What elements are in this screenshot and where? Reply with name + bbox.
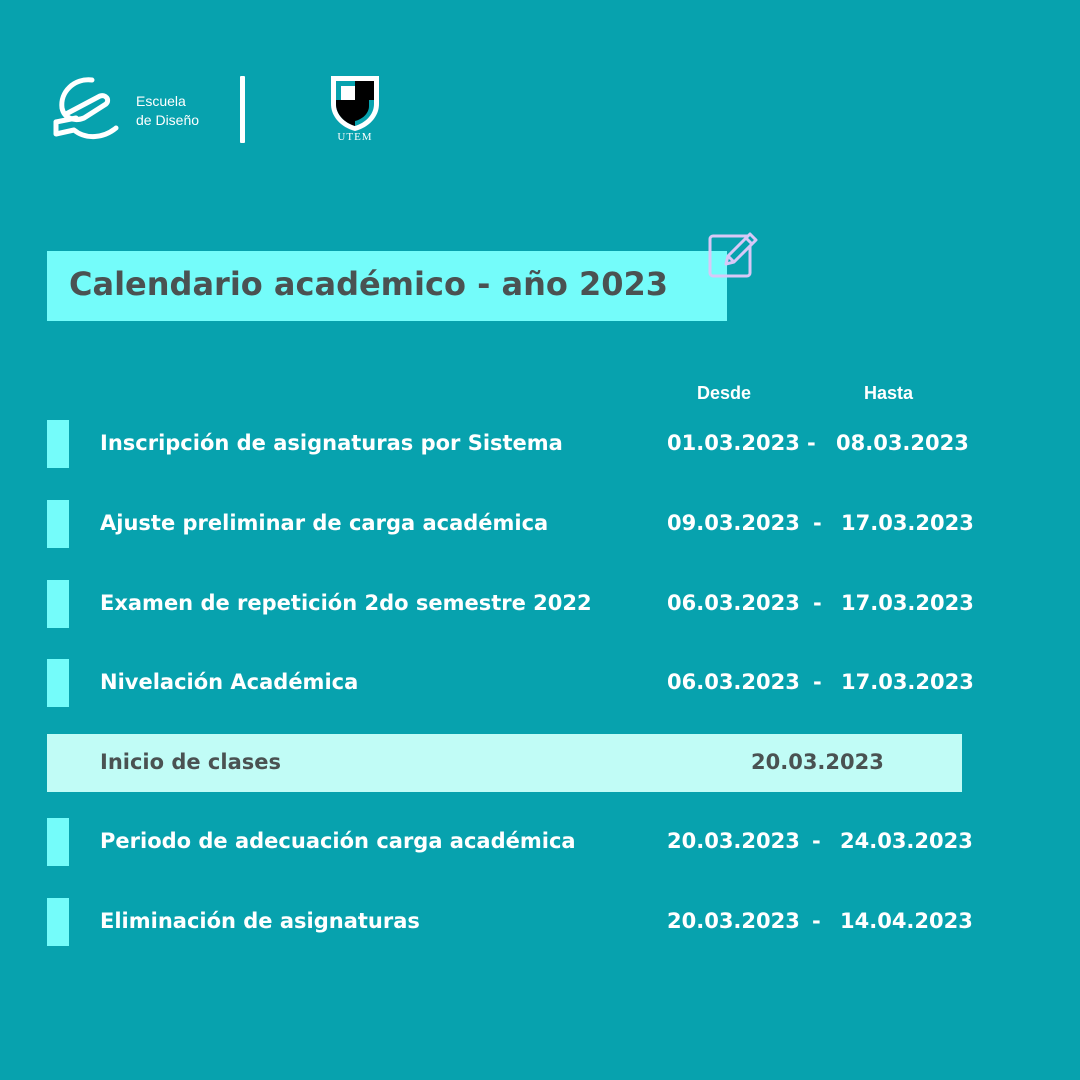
utem-label: UTEM [337, 131, 373, 143]
row-label: Examen de repetición 2do semestre 2022 [100, 591, 592, 615]
row-to-date: 17.03.2023 [841, 511, 974, 535]
escuela-line2: de Diseño [136, 112, 200, 128]
calendar-row [47, 659, 977, 707]
row-to-date: 08.03.2023 [836, 431, 969, 455]
row-from-date: 20.03.2023 [667, 829, 800, 853]
row-from-date: 06.03.2023 [667, 670, 800, 694]
highlight-label: Inicio de clases [100, 750, 281, 774]
calendar-row [47, 580, 977, 628]
row-label: Inscripción de asignaturas por Sistema [100, 431, 563, 455]
row-label: Periodo de adecuación carga académica [100, 829, 576, 853]
highlight-row [47, 734, 962, 792]
utem-shield-logo [329, 74, 381, 132]
escuela-de-diseno-logo [52, 74, 120, 144]
escuela-name [136, 92, 199, 130]
row-separator: - [812, 829, 821, 853]
calendar-row [47, 898, 977, 946]
edit-icon [706, 228, 760, 280]
column-header-desde: Desde [697, 383, 752, 403]
calendar-row [47, 500, 977, 548]
row-marker [47, 659, 69, 707]
row-separator: - [813, 670, 822, 694]
row-separator: - [813, 511, 822, 535]
highlight-date: 20.03.2023 [751, 750, 884, 774]
row-label: Eliminación de asignaturas [100, 909, 420, 933]
calendar-row [47, 818, 977, 866]
row-label: Ajuste preliminar de carga académica [100, 511, 549, 535]
escuela-line1: Escuela [136, 93, 186, 109]
row-from-date: 09.03.2023 [667, 511, 800, 535]
calendar-row [47, 420, 977, 468]
row-from-date: 06.03.2023 [667, 591, 800, 615]
row-label: Nivelación Académica [100, 670, 359, 694]
row-marker [47, 500, 69, 548]
row-to-date: 14.04.2023 [840, 909, 973, 933]
row-from-date: 01.03.2023 [667, 431, 800, 455]
row-to-date: 17.03.2023 [841, 670, 974, 694]
row-separator: - [807, 431, 816, 455]
row-marker [47, 580, 69, 628]
row-marker [47, 818, 69, 866]
row-marker [47, 420, 69, 468]
row-to-date: 24.03.2023 [840, 829, 973, 853]
title-banner [47, 251, 727, 321]
row-separator: - [813, 591, 822, 615]
row-marker [47, 898, 69, 946]
logo-divider [240, 76, 245, 143]
row-separator: - [812, 909, 821, 933]
row-from-date: 20.03.2023 [667, 909, 800, 933]
page-title: Calendario académico - año 2023 [69, 265, 669, 303]
column-header-hasta: Hasta [864, 383, 914, 403]
row-to-date: 17.03.2023 [841, 591, 974, 615]
